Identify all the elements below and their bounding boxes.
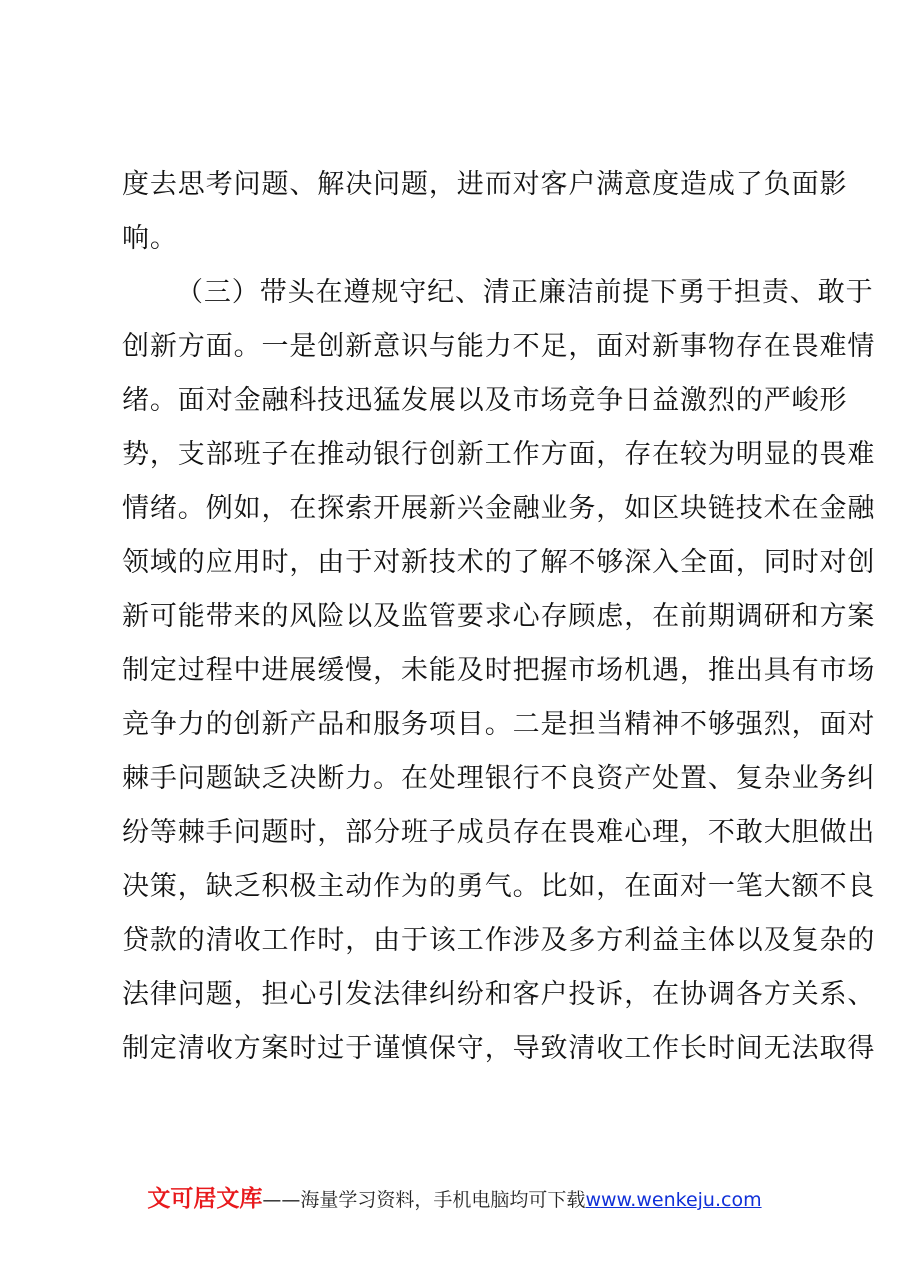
footer-tagline: 海量学习资料，手机电脑均可下载 (300, 1189, 586, 1211)
footer-dash: —— (262, 1189, 301, 1211)
text-line: 创新方面。一是创新意识与能力不足，面对新事物存在畏难情 (122, 331, 876, 362)
text-line: 绪。面对金融科技迅猛发展以及市场竞争日益激烈的严峻形 (122, 385, 848, 416)
page-footer (0, 1180, 909, 1213)
text-line: 棘手问题缺乏决断力。在处理银行不良资产处置、复杂业务纠 (122, 763, 876, 794)
text-line: 制定过程中进展缓慢，未能及时把握市场机遇，推出具有市场 (122, 655, 876, 686)
footer-brand: 文可居文库 (147, 1186, 263, 1212)
text-line: 决策，缺乏积极主动作为的勇气。比如，在面对一笔大额不良 (122, 871, 876, 902)
text-line: 法律问题，担心引发法律纠纷和客户投诉，在协调各方关系、 (122, 979, 876, 1010)
document-body (122, 158, 876, 1076)
section-heading-line: （三）带头在遵规守纪、清正廉洁前提下勇于担责、敢于 (176, 277, 874, 308)
text-line: 领域的应用时，由于对新技术的了解不够深入全面，同时对创 (122, 547, 876, 578)
text-line: 势，支部班子在推动银行创新工作方面，存在较为明显的畏难 (122, 439, 876, 470)
text-line: 制定清收方案时过于谨慎保守，导致清收工作长时间无法取得 (122, 1033, 876, 1064)
text-line: 度去思考问题、解决问题，进而对客户满意度造成了负面影 (122, 169, 848, 200)
text-line: 贷款的清收工作时，由于该工作涉及多方利益主体以及复杂的 (122, 925, 876, 956)
text-line: 响。 (122, 223, 178, 254)
text-line: 纷等棘手问题时，部分班子成员存在畏难心理，不敢大胆做出 (122, 817, 876, 848)
footer-website-link[interactable]: www.wenkeju.com (585, 1189, 762, 1211)
text-line: 情绪。例如，在探索开展新兴金融业务，如区块链技术在金融 (122, 493, 876, 524)
text-line: 竞争力的创新产品和服务项目。二是担当精神不够强烈，面对 (122, 709, 876, 740)
text-line: 新可能带来的风险以及监管要求心存顾虑，在前期调研和方案 (122, 601, 876, 632)
